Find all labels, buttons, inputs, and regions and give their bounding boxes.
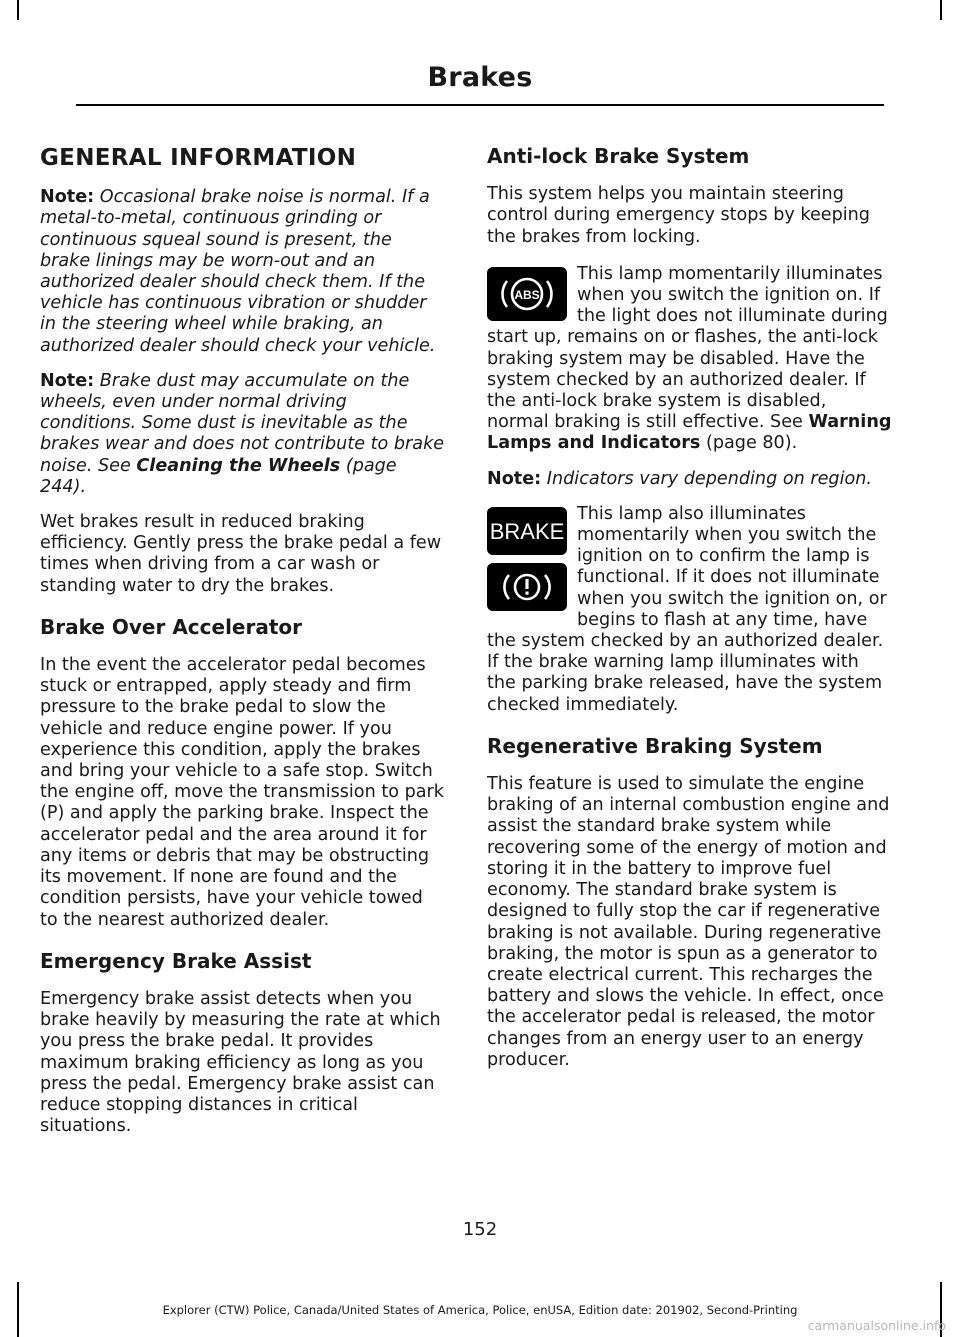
abs-lamp-description: This lamp momentarily illuminates when you switch the ignition on. If the light does not illuminate during start up, remains on or flashes, the anti-lock braking system may be disabled. Have the system checked by an authorized dealer. If the anti-lock brake system is disabled, normal braking is still effective. See: [487, 263, 888, 433]
right-column: [487, 130, 892, 1085]
page-number: 152: [462, 1219, 498, 1240]
note-label: Note:: [40, 187, 95, 208]
regenerative-braking-text: This feature is used to simulate the engine braking of an internal combustion engine and assist the standard brake system while recovering some of the energy of motion and storing it in the battery to improve fuel economy. The standard brake system is designed to fully stop the car if regenerative braking is not available. During regenerative braking, the motor is spun as a generator to create electrical current. This recharges the battery and slows the vehicle. In effect, once the accelerator pedal is released, the motor changes from an energy user to an energy producer.: [487, 774, 890, 1070]
abs-heading: Anti-lock Brake System: [487, 144, 750, 168]
brake-over-accelerator-heading: Brake Over Accelerator: [40, 614, 303, 639]
note-brake-noise: [40, 187, 445, 357]
abs-intro: This system helps you maintain steering control during emergency stops by keeping the brakes from locking.: [487, 184, 870, 247]
brake-warning-text-icon: [487, 507, 567, 555]
footer-edition-info: Explorer (CTW) Police, Canada/United States of America, Police, enUSA, Edition date: 201902, Second-Printing: [162, 1303, 798, 1317]
abs-lamp-block: [487, 264, 892, 469]
brake-icon-group: [487, 504, 567, 615]
note-text: Occasional brake noise is normal. If a metal-to-metal, continuous grinding or continuous squeal sound is present, the brake linings may be worn-out and an authorized dealer should check them. If the vehicle has continuous vibration or shudder in the steering wheel while braking, an authorized dealer should check your vehicle.: [40, 187, 436, 356]
note-indicators: [487, 469, 892, 490]
section-title: GENERAL INFORMATION: [40, 145, 357, 171]
note-brake-dust: [40, 371, 445, 498]
crop-mark-top-left: [17, 0, 19, 20]
page-ref: (page 244).: [40, 455, 397, 497]
wet-brakes-paragraph: Wet brakes result in reduced braking efficiency. Gently press the brake pedal a few times when driving from a car wash or standing water to dry the brakes.: [40, 512, 442, 596]
brake-lamp-block: [487, 504, 892, 736]
brake-over-accelerator-text: In the event the accelerator pedal becomes stuck or entrapped, apply steady and firm pressure to the brake pedal to slow the vehicle and reduce engine power. If you experience this condition, apply the brakes and bring your vehicle to a safe stop. Switch the engine off, move the transmission to park (P) and apply the parking brake. Inspect the accelerator pedal and the area around it for any items or debris that may be obstructing its movement. If none are found and the condition persists, have your vehicle towed to the nearest authorized dealer.: [40, 655, 444, 930]
brake-lamp-text: This lamp also illuminates momentarily when you switch the ignition on to confirm the lamp is functional. If it does not illuminate when you switch the ignition on, or begins to flash at any time, have the system checked by an authorized dealer. If the brake warning lamp illuminates with the parking brake released, have the system checked immediately.: [487, 503, 887, 715]
emergency-brake-assist-heading: Emergency Brake Assist: [40, 948, 312, 973]
warning-lamps-link[interactable]: Warning Lamps and Indicators: [487, 412, 892, 454]
note-label: Note:: [40, 370, 95, 391]
abs-warning-icon: [487, 267, 567, 321]
note-text: Brake dust may accumulate on the wheels, even under normal driving conditions. Some dust is inevitable as the brakes wear and does not contribute to brake noise. See: [40, 370, 445, 476]
crop-mark-top-right: [940, 0, 942, 20]
brake-icon-text: BRAKE: [489, 518, 565, 544]
chapter-title: Brakes: [427, 62, 533, 93]
emergency-brake-assist-text: Emergency brake assist detects when you brake heavily by measuring the rate at which you press the brake pedal. It provides maximum braking efficiency as long as you press the pedal. Emergency brake assist can reduce stopping distances in critical situations.: [40, 988, 441, 1137]
page-ref: (page 80).: [700, 433, 798, 454]
abs-icon-text: ABS: [514, 287, 540, 302]
watermark: carmanualsonline.info: [807, 1318, 946, 1333]
brake-exclamation-icon: [487, 563, 567, 611]
regenerative-braking-heading: Regenerative Braking System: [487, 733, 823, 758]
note-label: Note:: [487, 468, 542, 489]
left-column: [40, 130, 445, 1151]
note-text: Indicators vary depending on region.: [541, 468, 872, 489]
header-rule: [76, 104, 884, 106]
cleaning-wheels-link[interactable]: Cleaning the Wheels: [136, 455, 341, 476]
